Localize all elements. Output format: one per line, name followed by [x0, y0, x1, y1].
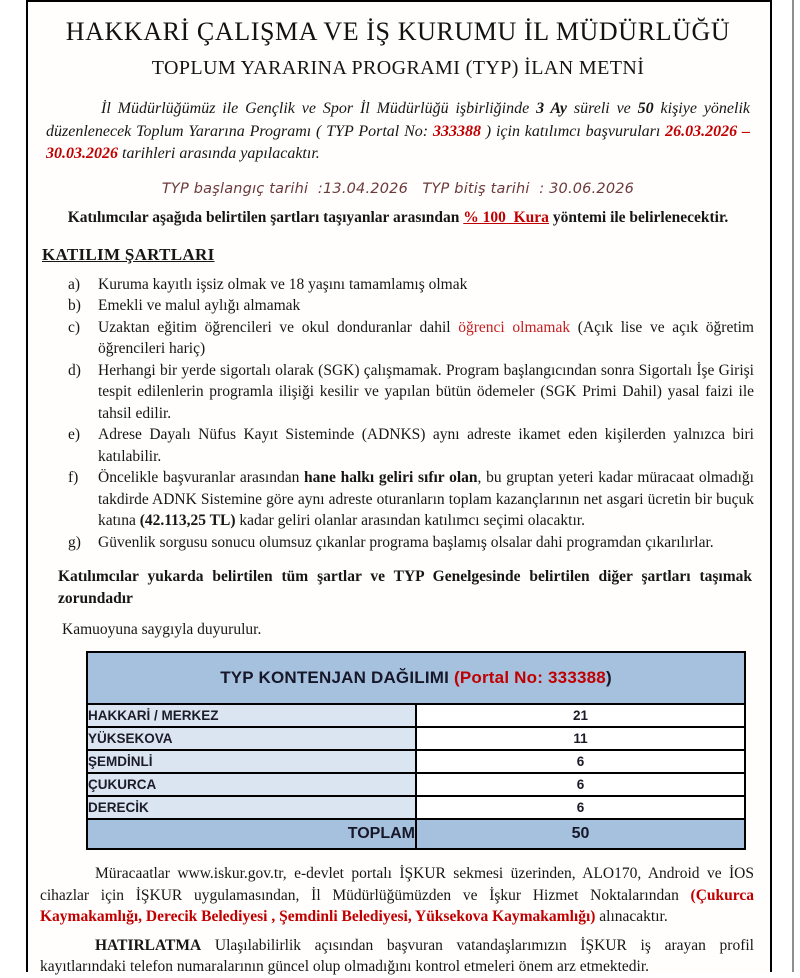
condition-item-g	[68, 532, 754, 554]
condition-marker: a)	[68, 275, 81, 293]
doc-subtitle: TOPLUM YARARINA PROGRAMI (TYP) İLAN METNİ	[151, 57, 645, 79]
quota-table-portal-no: (Portal No: 333388	[454, 668, 606, 687]
condition-marker: f)	[68, 469, 79, 486]
condition-text: Kuruma kayıtlı işsiz olmak ve 18 yaşını tamamlamış olmak	[98, 275, 468, 293]
condition-marker: g)	[68, 533, 81, 551]
condition-marker: e)	[68, 426, 81, 443]
kura-method: % 100 Kura	[463, 208, 549, 226]
quota-cell: 21	[416, 704, 745, 727]
intro-duration: 3 Ay	[536, 100, 567, 117]
conditions-list	[68, 274, 754, 554]
quota-cell: 6	[416, 773, 745, 796]
total-row	[87, 819, 745, 849]
condition-item-a	[68, 274, 754, 296]
condition-marker: c)	[68, 318, 81, 336]
selection-method-line: Katılımcılar aşağıda belirtilen şartları taşıyanlar arasından % 100 Kura yöntemi ile belirlenecektir.	[67, 208, 729, 226]
total-label-cell: TOPLAM	[87, 819, 416, 849]
district-cell: YÜKSEKOVA	[87, 727, 416, 750]
intro-text: İl Müdürlüğümüz ile Gençlik ve Spor İl Müdürlüğü işbirliğinde	[101, 100, 537, 117]
table-row	[87, 750, 745, 773]
condition-text: Güvenlik sorgusu sonucu olumsuz çıkanlar programa başlamış olsalar dahi programdan çıkarılırlar.	[98, 533, 714, 551]
reminder-paragraph: HATIRLATMA Ulaşılabilirlik açısından başvuran vatandaşlarımızın İŞKUR iş arayan profil kayıtlarındaki telefon numaralarının güncel olup olmadığını kontrol etmeleri önem arz etmektedir.	[40, 936, 754, 975]
condition-marker: b)	[68, 297, 81, 314]
reminder-label: HATIRLATMA	[95, 936, 202, 954]
condition-text: Uzaktan eğitim öğrencileri ve okul donduranlar dahil öğrenci olmamak (Açık lise ve açık öğretim öğrencileri hariç)	[98, 318, 754, 357]
quota-cell: 11	[416, 727, 745, 750]
condition-text: Herhangi bir yerde sigortalı olarak (SGK) çalışmamak. Program başlangıcından sonra Sigortalı İşe Girişi tespit edilenlerin programla ilişiği kesilir ve yapılan bütün ödemeler (SGK Primi Dahil) yasal faizi ile tahsil edilir.	[98, 361, 754, 422]
total-value-cell: 50	[416, 819, 745, 849]
no-student-highlight: öğrenci olmamak	[458, 318, 571, 336]
quota-table-header-row	[87, 652, 745, 704]
condition-item-e	[68, 424, 754, 467]
application-dates: 26.03.2026 – 30.03.2026	[46, 122, 751, 162]
quota-cell: 6	[416, 796, 745, 819]
quota-table-title: TYP KONTENJAN DAĞILIMI (Portal No: 333388)	[87, 652, 745, 704]
table-row	[87, 796, 745, 819]
conditions-heading: KATILIM ŞARTLARI	[42, 244, 215, 264]
announcement-line: Kamuoyuna saygıyla duyurulur.	[62, 621, 262, 638]
condition-text: Adrese Dayalı Nüfus Kayıt Sisteminde (ADNKS) aynı adreste ikamet eden kişilerden yalnızca biri katılabilir.	[98, 426, 754, 465]
income-limit-highlight: (42.113,25 TL)	[139, 512, 236, 529]
table-row	[87, 773, 745, 796]
condition-item-b	[68, 295, 754, 317]
application-paragraph: Müracaatlar www.iskur.gov.tr, e-devlet portalı İŞKUR sekmesi üzerinden, ALO170, Android ve İOS cihazlar için İŞKUR uygulamasından, İl Müdürlüğümüzden ve İşkur Hizmet Noktalarından (Çukurca Kaymakamlığı, Derecik Belediyesi , Şemdinli Belediyesi, Yüksekova Kaymakamlığı) alınacaktır.	[40, 865, 754, 925]
quota-table	[86, 651, 746, 850]
intro-paragraph: İl Müdürlüğümüz ile Gençlik ve Spor İl Müdürlüğü işbirliğinde 3 Ay süreli ve 50 kişiye yönelik düzenlenecek Toplum Yararına Programı ( TYP Portal No: 333388 ) için katılımcı başvuruları 26.03.2026 – 30.03.2026 tarihleri arasında yapılacaktır.	[46, 100, 751, 162]
condition-marker: d)	[68, 361, 81, 379]
table-row	[87, 704, 745, 727]
document-page-frame	[26, 0, 772, 975]
district-cell: ŞEMDİNLİ	[87, 750, 416, 773]
table-row	[87, 727, 745, 750]
doc-title: HAKKARİ ÇALIŞMA VE İŞ KURUMU İL MÜDÜRLÜĞÜ	[65, 17, 731, 46]
condition-text: Öncelikle başvuranlar arasından hane halkı geliri sıfır olan, bu gruptan yeteri kadar müracaat olmadığı takdirde ADNK Sistemine göre aynı adreste oturanların toplam kazançlarının net asgari ücretin bir buçuk katına (42.113,25 TL) kadar geliri olanlar arasından katılımcı seçimi olacaktır.	[98, 469, 754, 529]
program-dates-line: TYP başlangıç tarihi :13.04.2026 TYP bitiş tarihi : 30.06.2026	[161, 180, 635, 197]
application-points-highlight: (Çukurca Kaymakamlığı, Derecik Belediyesi , Şemdinli Belediyesi, Yüksekova Kaymakamlığı)	[40, 886, 754, 925]
condition-item-c	[68, 317, 754, 360]
district-cell: HAKKARİ / MERKEZ	[87, 704, 416, 727]
condition-item-d	[68, 360, 754, 425]
condition-item-f	[68, 467, 754, 532]
condition-text: Emekli ve malul aylığı almamak	[98, 297, 301, 314]
zero-income-highlight: hane halkı geliri sıfır olan	[304, 469, 478, 486]
obligation-paragraph: Katılımcılar yukarda belirtilen tüm şartlar ve TYP Genelgesinde belirtilen diğer şartları taşımak zorundadır	[58, 568, 752, 607]
district-cell: DERECİK	[87, 796, 416, 819]
quota-cell: 6	[416, 750, 745, 773]
district-cell: ÇUKURCA	[87, 773, 416, 796]
page-edge-line	[792, 0, 794, 972]
intro-capacity: 50	[637, 100, 654, 117]
portal-no: 333388	[432, 122, 481, 140]
